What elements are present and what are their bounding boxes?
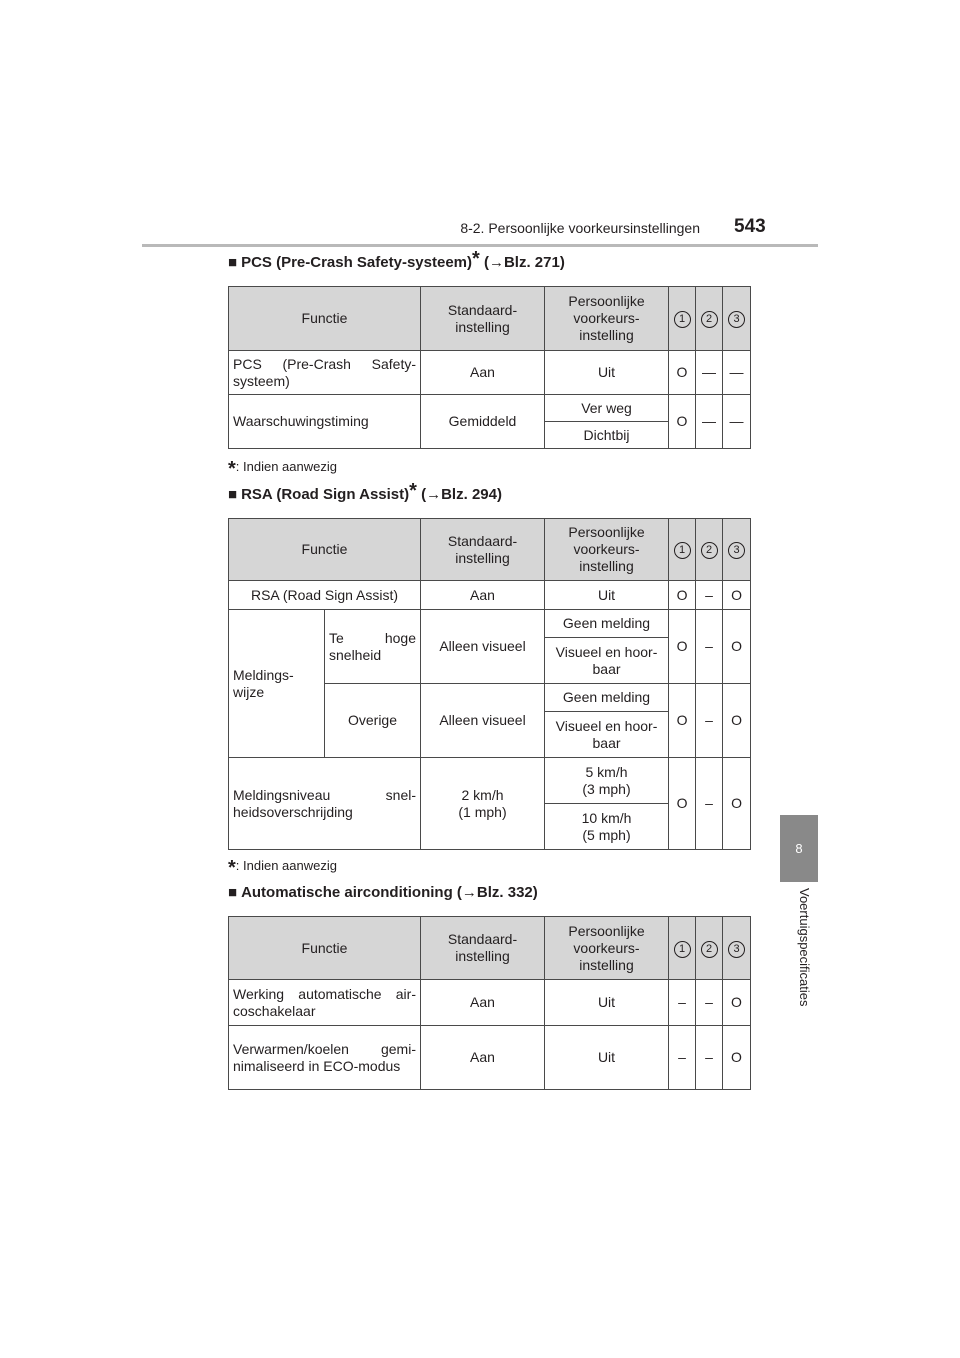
- asterisk: *: [409, 480, 417, 502]
- cell-c1: –: [669, 1026, 696, 1090]
- opt2-kmh: 10 km/h: [581, 809, 632, 826]
- cell-c2: –: [696, 980, 723, 1026]
- cell-default: Gemiddeld: [421, 395, 545, 449]
- circled-2: 2: [701, 311, 718, 328]
- page-number: 543: [734, 216, 766, 237]
- cell-personal: [545, 804, 669, 850]
- pcs-settings-table: [228, 286, 751, 449]
- cell-default: Aan: [421, 351, 545, 395]
- cell-c1: –: [669, 980, 696, 1026]
- col-header-2: [696, 519, 723, 581]
- rsa-settings-table: [228, 518, 751, 850]
- page-reference: (→Blz. 294): [421, 486, 502, 503]
- footnote-text: : Indien aanwezig: [235, 459, 337, 474]
- cell-c3: O: [723, 980, 751, 1026]
- cell-c3: O: [723, 758, 751, 850]
- cell-personal: [545, 758, 669, 804]
- cell-c2: –: [696, 684, 723, 758]
- circled-2: 2: [701, 941, 718, 958]
- cell-c1: O: [669, 684, 696, 758]
- section-heading-ac: [228, 884, 538, 901]
- default-kmh: 2 km/h: [461, 786, 504, 803]
- cell-c1: O: [669, 758, 696, 850]
- cell-personal: Uit: [545, 351, 669, 395]
- cell-function: Waarschuwingstiming: [229, 395, 421, 449]
- cell-personal: Uit: [545, 1026, 669, 1090]
- cell-personal: Dichtbij: [545, 422, 669, 449]
- cell-personal: Visueel en hoor-baar: [545, 712, 669, 758]
- col-header-personal: Persoonlijke voorkeurs-instelling: [545, 519, 669, 581]
- section-heading-pcs: [228, 248, 565, 271]
- cell-c3: O: [723, 581, 751, 610]
- bullet-square: ■: [228, 884, 238, 901]
- cell-c1: O: [669, 395, 696, 449]
- cell-c1: O: [669, 351, 696, 395]
- cell-c3: O: [723, 684, 751, 758]
- cell-c2: –: [696, 758, 723, 850]
- col-header-personal: Persoonlijke voorkeurs-instelling: [545, 917, 669, 980]
- col-header-function: Functie: [229, 917, 421, 980]
- circled-1: 1: [674, 941, 691, 958]
- header-section-title: 8-2. Persoonlijke voorkeursinstellingen: [460, 220, 700, 236]
- cell-c2: –: [696, 610, 723, 684]
- col-header-1: [669, 519, 696, 581]
- cell-default: Alleen visueel: [421, 610, 545, 684]
- circled-1: 1: [674, 311, 691, 328]
- cell-c3: O: [723, 1026, 751, 1090]
- col-header-2: [696, 917, 723, 980]
- section-heading-rsa: [228, 480, 502, 503]
- circled-2: 2: [701, 542, 718, 559]
- cell-overige: Overige: [325, 684, 421, 758]
- chapter-label: Voertuigspecificaties: [797, 888, 812, 1007]
- col-header-function: Functie: [229, 287, 421, 351]
- cell-c3: —: [723, 351, 751, 395]
- col-header-function: Functie: [229, 519, 421, 581]
- col-header-1: [669, 287, 696, 351]
- circled-1: 1: [674, 542, 691, 559]
- default-mph: (1 mph): [458, 803, 507, 820]
- bullet-square: ■: [228, 486, 238, 503]
- chapter-tab: 8: [780, 815, 818, 882]
- cell-function: Verwarmen/koelen gemi-nimaliseerd in ECO-modus: [229, 1026, 421, 1090]
- heading-title: RSA (Road Sign Assist): [241, 486, 410, 503]
- cell-personal: Uit: [545, 581, 669, 610]
- footnote-pcs: [228, 458, 337, 481]
- cell-te-hoge-snelheid: Te hoge snelheid: [325, 610, 421, 684]
- circled-3: 3: [728, 311, 745, 328]
- asterisk: *: [228, 458, 236, 480]
- cell-function: RSA (Road Sign Assist): [229, 581, 421, 610]
- cell-default: [421, 758, 545, 850]
- cell-c3: O: [723, 610, 751, 684]
- asterisk: *: [228, 857, 236, 879]
- cell-c1: O: [669, 581, 696, 610]
- circled-3: 3: [728, 542, 745, 559]
- col-header-default: Standaard-instelling: [421, 287, 545, 351]
- cell-function: Meldingsniveau snel-heidsoverschrijding: [229, 758, 421, 850]
- opt1-mph: (3 mph): [582, 780, 631, 797]
- col-header-1: [669, 917, 696, 980]
- cell-personal: Visueel en hoor-baar: [545, 638, 669, 684]
- cell-default: Alleen visueel: [421, 684, 545, 758]
- cell-meldingswijze: Meldings-wijze: [229, 610, 325, 758]
- cell-c2: –: [696, 1026, 723, 1090]
- ac-settings-table: [228, 916, 751, 1090]
- col-header-3: [723, 287, 751, 351]
- cell-c3: —: [723, 395, 751, 449]
- cell-c2: –: [696, 581, 723, 610]
- asterisk: *: [472, 248, 480, 270]
- col-header-default: Standaard-instelling: [421, 917, 545, 980]
- cell-function: Werking automatische air-coschakelaar: [229, 980, 421, 1026]
- cell-default: Aan: [421, 581, 545, 610]
- footnote-text: : Indien aanwezig: [235, 858, 337, 873]
- col-header-personal: Persoonlijke voorkeurs-instelling: [545, 287, 669, 351]
- bullet-square: ■: [228, 254, 238, 271]
- circled-3: 3: [728, 941, 745, 958]
- cell-personal: Ver weg: [545, 395, 669, 422]
- heading-title: PCS (Pre-Crash Safety-systeem): [241, 254, 472, 271]
- cell-personal: Uit: [545, 980, 669, 1026]
- opt1-kmh: 5 km/h: [585, 763, 628, 780]
- col-header-3: [723, 917, 751, 980]
- cell-personal: Geen melding: [545, 684, 669, 712]
- cell-default: Aan: [421, 980, 545, 1026]
- col-header-default: Standaard-instelling: [421, 519, 545, 581]
- opt2-mph: (5 mph): [582, 826, 631, 843]
- cell-personal: Geen melding: [545, 610, 669, 638]
- cell-c2: —: [696, 351, 723, 395]
- cell-function: PCS (Pre-Crash Safety-systeem): [229, 351, 421, 395]
- header-rule: [142, 244, 818, 247]
- col-header-3: [723, 519, 751, 581]
- cell-default: Aan: [421, 1026, 545, 1090]
- page-reference: (→Blz. 271): [483, 254, 565, 271]
- footnote-rsa: [228, 857, 337, 880]
- cell-c1: O: [669, 610, 696, 684]
- cell-c2: —: [696, 395, 723, 449]
- heading-title: Automatische airconditioning: [241, 884, 453, 901]
- page-reference: (→Blz. 332): [456, 884, 538, 901]
- col-header-2: [696, 287, 723, 351]
